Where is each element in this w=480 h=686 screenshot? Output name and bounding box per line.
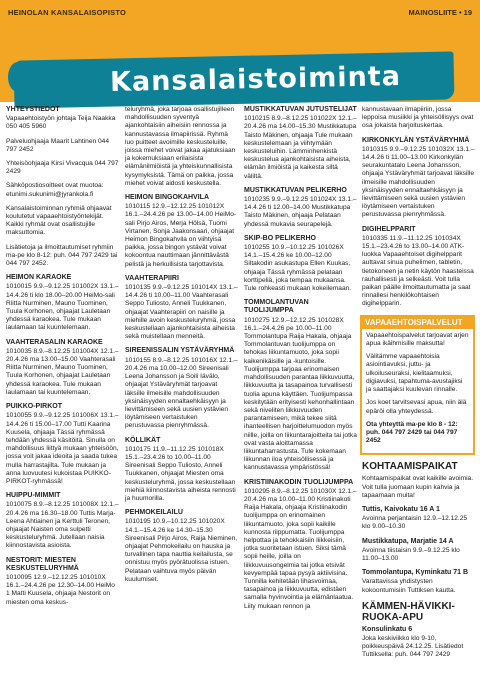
box-text: Vapaaehtoispalvelut tarjoavat arjen apua ikäihmisille maksutta!: [366, 331, 469, 348]
group-heading: VAAHTERAPIIRI: [125, 274, 179, 282]
group-heading: MUSTIKKATUVAN PELIKERHO: [244, 186, 347, 194]
body-text: 1010035 8.9.–8.12.25 101004X 12.1.–20.4.26 ma 13.00–15.00 Vaahterasali Riitta Nurminen, Mauno Tuominen, Tuula Korhonen, ohjaajat Lauletaan yhdessä karaokea. Tule mukaan laulamaan tai kuuntelemaan.: [6, 347, 119, 396]
column-4: [362, 106, 475, 666]
text-block: [125, 347, 238, 430]
body-text: 1010015 9.9.–9.12.25 101002X 13.1.–14.4.26 ti klo 18.00–20.00 HeiMo-sali Riitta Nurminen, Mauno Tuominen, Tuula Korhonen, ohjaajat Lauletaan yhdessä karaokea. Tule mukaan laulamaan tai kuuntelemaan.: [6, 283, 119, 332]
text-block: [6, 274, 119, 332]
body-text: 1010095 12.9.–12.12.25 101010X 16.1.–24.4.26 pe 12.30–14.00 HeiMo 1 Matti Kuusela, ohjaaja Nestorit on miesten oma keskus-: [6, 573, 115, 606]
text-block: [362, 601, 475, 660]
text-block: [6, 244, 119, 269]
text-block: [244, 106, 357, 181]
body-text: 1010135 9.9.–9.12.25 101014X 13.1.–14.4.26 ti 10.00–11.00 Vaahterasali Seppo Tuliosto, Anneli Tuukkanen, ohjaajat Vaahterapiiri on naisille ja miehille avoin keskusteluryhmä, jossa keskustellaan ajankohtaisista aiheista sekä muistellaan menneitä.: [125, 284, 238, 341]
column-3: [244, 106, 357, 617]
title-banner: [0, 26, 480, 102]
group-heading: MUSTIKKATUVAN JUTUSTELIJAT: [244, 106, 357, 113]
body-text: teluryhmä, joka tarjoaa osallistujilleen mahdollisuuden syventyä ajankohtaisiin aiheisiin rennossa ja kannustavassa ilmapiirissä. Ryhmä luo puitteet avoimille keskusteluille, joissa miehet voivat jakaa ajatuksiaan ja kokemuksiaan erilaisista elämänilmiöistä ja yhteiskunnallisista kysymyksistä. Tämä on paikka, jossa miehet voivat aidosti keskustella.: [125, 106, 236, 187]
box-text: Jos koet tarvitsevasi apua, niin älä epäröi olla yhteydessä.: [366, 399, 467, 415]
group-heading: HEIMON KARAOKE: [6, 274, 72, 282]
box-text: Ota yhteyttä ma-pe klo 8 - 12: puh. 044 797 2429 tai 044 797 2452: [366, 420, 458, 445]
body-text: 1010295 8.9.–8.12.25 101030X 12.1.–20.4.26 ma 10.00–11.00 Kristiinakoti Raija Hakala, ohjaaja Kristiinakodin tuolijumppa on erinomainen liikuntamuoto, joka sopii kaikille kunnosta riippumatta. Tuolijumppa helpottaa ja tehokkaisiin liikkeisiin, jotka suoritetaan istuen. Siksi tämä sopii heille, joilla on liikkuvuusongelmia tai jotka etsivät kevyempää tapaa pysyä aktiivisina. Tunnilla kehitetään lihasvoimaa, tasapainoa ja liikkuvuutta, edistäen samalla hyvinvointia ja elämänlaatua. Liity mukaan rennon ja: [244, 487, 357, 610]
text-block: [6, 557, 119, 607]
body-text: 1010075 8.9.–8.12.25 101008X 12.1.–20.4.26 ma 16.30–18.00 Tuttis Marja-Leena Ahtiainen ja Kerttuli Teronen, ohjaajat Naisten oma sulpetti keskusteluryhmä. Jutellaan naisia kiinnostavista asioista.: [6, 501, 119, 550]
body-text: Avoinna perjantaisin 12.9.–12.12.25 klo 9.00–10.30: [362, 515, 468, 531]
content-columns: [0, 106, 480, 686]
body-text: 1010235 9.9.–9.12.25 101024X 13.1.–14.4.26 ti 12.00–14.00 Mustikkatupa Taisto Mäkinen, ohjaaja Pelataan yhdessä mukavia seurapelejä.: [244, 196, 357, 228]
section-heading: KOHTAAMISPAIKAT: [362, 461, 458, 473]
text-block: [6, 160, 119, 176]
text-block: [125, 194, 238, 269]
group-heading: HEIMON BINGOKAHVILA: [125, 194, 209, 202]
page-title: Kansalaistoiminta: [109, 60, 402, 99]
group-heading: PEHMOKEILAILU: [125, 509, 183, 517]
group-heading: KÖLLIKÄT: [125, 436, 161, 444]
group-heading: PUIKKO-PIRKOT: [6, 403, 62, 411]
column-2: [125, 106, 238, 590]
body-text: 1010215 8.9.–8.12.25 101022X 12.1.–20.4.26 ma 14.00–15.30 Mustikkatupa Taisto Mäkinen, ohjaaja Tule mukaan keskustelemaan ja viihtymään keskusteluihin. Lämminhenkistä keskustelua ajankohtaisista aiheista, elämän ilmiöistä ja kaikesta siltä väliltä.: [244, 115, 357, 180]
body-text: 1010055 9.9.–9.12.25 101006X 13.1.–14.4.26 ti 15.00–17.00 Tutti Kaarina Kuusela, ohjaaja Tässä ryhmässä tehdään yhdessä käsitöitä. Sinulla on mahdollisuus liittyä mukaan yhteisöön, jossa voit jakaa ideoita ja saada tukea mulla harrastajilta. Tule mukaan ja anna luovuutesi kukoistaa PUIKKO-PIRKOT-ryhmässä!: [6, 412, 119, 485]
text-block: [244, 187, 357, 229]
text-block: [244, 235, 357, 293]
text-block: [6, 106, 119, 132]
text-block: [362, 461, 475, 500]
text-block: [362, 137, 475, 220]
group-heading: YHTEYSTIEDOT: [6, 106, 60, 113]
group-heading: DIGIHELPPARIT: [362, 225, 416, 233]
address-heading: Tuttis, Kaivokatu 16 A 1: [362, 505, 440, 513]
body-text: 1010155 8.9.–8.12.25 101016X 12.1.–20.4.26 ma 10.00–12.00 Sireenisali Leena Johansson ja Soili Iävälo, ohjaajat Ystäväryhmät tarjoavat läksille ilmeisille mahdollisuuden yksinäisyyden ennaltaehkäisyyn ja lievittämiseen sekä uusien ystävien löytämiseen vertaistuken perustuvassa pienryhmässä.: [125, 356, 238, 430]
group-heading: KIRKONKYLÄN YSTÄVÄRYHMÄ: [362, 136, 470, 144]
column-1: [6, 106, 119, 613]
group-heading: SIREENISSALIN YSTÄVÄRYHMÄ: [125, 347, 235, 355]
body-text: 1010315 9.9.–9.12.25 101032X 13.1.–14.4.26 ti 11.00–13.00 Kirkonkylän seurakuntatalo Leena Johansson, ohjaaja Ystäväryhmät tarjoavat läksille ilmeisille mahdollisuuden yksinäisyyden ennaltaehkäisyyn ja lievittämiseen sekä uusien ystävien löytämiseen vertaistuken perustuvassa pienryhmässä.: [362, 145, 475, 219]
body-text: Joka keskiviikko klo 9-10, poikkeuspäivä 24.12.25. Lisätiedot Tuttiksella: puh. 044 797 2429: [362, 634, 464, 659]
body-text: 1010115 12.9.–12.12.25 101012X 16.1.–24.4.26 pe 13.00–14.00 HeiMo-sali Pirjo Airos, Merja Hölsä, Tuomi Virtanen, Sonja Jaakonsaari, ohjaajat Heimon Bingokahvila on viihtyisä paikka, jossa bingon ystävät voivat kokoontua nauttimaan jännittävästä pelistä ja herkullisista tarjottavista.: [125, 203, 237, 268]
page-number: MAINOSLIITE • 19: [408, 8, 472, 17]
info-box: [360, 315, 475, 456]
body-text: kannustavaan ilmapiiriin, jossa leppoisa musiikki ja yhteisöllisyys ovat osa jokaista harjoituskertaa.: [362, 106, 474, 130]
text-block: [125, 106, 238, 188]
text-block: [244, 299, 357, 472]
text-block: [6, 403, 119, 486]
body-text: 1010175 11.9.–11.12.25 101018X 15.1.–23.4.26 to 10.00–11.00 Sireenisali Seppo Tuliosto, Anneli Tuukkanen, ohjaajat Miesten oma keskusteluryhmä, jossa keskustellaan miehiä kiinnostavista aiheista rennosti ja huumorilla.: [125, 445, 236, 502]
address-heading: Mustikkatupa, Marjatie 14 A: [362, 537, 454, 545]
body-text: 1010195 10.9.–10.12.25 101020X 14.1.–15.4.26 ke 14.30–15.30 Sireenisali Pirjo Airos, Raija Nieminen, ohjaajat Pehmokeilailu on hauska ja turvallinen tapa nauttia keilailusta, se onnistuu myös pyörätuolissa istuen. Pelataan vaihtuva myös päivän kuulumiset.: [125, 518, 238, 583]
body-text: Palveluohjaaja Maarit Lahtinen 044 797 2452: [6, 137, 110, 153]
body-text: Kansalaistoiminnan ryhmiä ohjaavat koulutetut vapaaehtoistyöntekijät. Kaikki ryhmät ovat osallistujille maksuttomia.: [6, 204, 112, 237]
body-text: 1010335 11.9.–11.12.25 101034X 15.1.–23.4.26 to 13.00–14.00 ATK-luokka Vapaaehtoiset digihelpparit auttavat sinua puhelimen, tabletin, tietokoneen ja netin käytön haasteissa rauhallisesti ja selkeästi. Voit tulla paikan päälle ilmoittautumatta ja saat rinnallesi henkilökohtaisen digihelpparin.: [362, 234, 474, 308]
text-block: [125, 509, 238, 584]
group-heading: KRISTIINAKODIN TUOLIJUMPPA: [244, 478, 354, 486]
box-heading: VAPAAEHTOISPALVELUT: [362, 317, 473, 329]
text-block: [362, 569, 475, 595]
body-text: Varattavissa yhdistysten kokoontumisiin Tuttiksen kautta.: [362, 578, 456, 594]
text-block: [6, 182, 119, 198]
address-heading: Konsulinkatu 6: [362, 625, 413, 633]
box-text: Välitämme vapaaehtoisia asiointiavuksi, juttu- ja ulkoiluseuraksi, kielitaamuksi, digiavuksi, tapahtuma-avustajiksi ja saattajaksi kuulevan rinnalle.: [366, 353, 463, 394]
text-block: [362, 106, 475, 131]
section-heading: KÄMMEN-HÄVIKKI-RUOKA-APU: [362, 600, 455, 623]
body-text: 1010275 12.9.–12.12.25 101028X 16.1.–24.4.26 pe 10.00–11.00 Tommolantupa Raija Hakala, ohjaaja Tommolantuvan tuolijumppa on tehokas liikuntamuoto, joka sopii kaikenikäisille ja -kuntoisille. Tuolijumppa tarjoaa erinomaisen mahdollisuuden parantaa liikkuvuutta, liikkuvuutta ja tasapainoa turvallisesti tuolia apuna käyttäen. Tuolijumpassa keskitytään erityisesti kehonhallintaan sekä niveliten liikkuvuuden parantamiseen, mikä tekee siitä ihanteellisen harjoittelumuodon myös niille, joilla on liikuntarajoitteita tai jotka ovat vasta aloittamassa liikuntaharrastusta. Tule kokemaan liikunnan iloa yhteisöllisessä ja kannustavassa ympäristössä!: [244, 316, 357, 472]
body-text: Vapaaehtoistyön johtaja Teija Naakka 050 405 5960: [6, 115, 116, 131]
body-text: Kohtaamispaikat ovat kaikille avoimia. Voit tulla juomaan kupin kahvia ja tapaamaan muita!: [362, 475, 474, 499]
text-block: [6, 205, 119, 238]
text-block: [244, 479, 357, 611]
text-block: [362, 226, 475, 309]
group-heading: TOMMOLANTUVAN TUOLIJUMPPA: [244, 299, 309, 315]
group-heading: HUIPPU-MIMMIT: [6, 492, 61, 500]
text-block: [6, 492, 119, 550]
body-text: 1010255 10.9.–10.12.25 101026X 14.1.–15.4.26 ke 10.00–12.00 Siltakodin asukastupa Ellen Kuukas, ohjaaja Tässä ryhmässä pelataan korttipeliä, joka tempaa mukaansa. Tule rohkeasti mukaan kokeilemaan.: [244, 244, 352, 293]
text-block: [125, 437, 238, 504]
text-block: [6, 138, 119, 154]
body-text: Avoinna tiistaisin 9.9.–9.12.25 klo 11.00–13.00: [362, 546, 460, 562]
publisher-name: HEINOLAN KANSALAISOPISTO: [8, 8, 127, 17]
body-text: Sähköpostiosoitteet ovat muotoa: etunimi.sukunimi@jyrankola.fi: [6, 182, 104, 198]
body-text: Yhteisöohjaaja Kirsi Vivacqua 044 797 2429: [6, 160, 119, 176]
body-text: Lisätietoja ja ilmoittautumiset ryhmiin ma-pe klo 8-12: puh. 044 797 2429 tai 044 797 2452.: [6, 243, 118, 268]
group-heading: VAAHTERASALIN KARAOKE: [6, 338, 103, 346]
text-block: [362, 506, 475, 532]
text-block: [362, 538, 475, 564]
address-heading: Tommolantupa, Kyminkatu 71 B: [362, 569, 469, 577]
group-heading: SKIP-BO PELIKERHO: [244, 234, 316, 242]
group-heading: NESTORIT: MIESTEN KESKUSTELURYHMÄ: [6, 556, 79, 572]
page-header: [0, 0, 480, 26]
text-block: [125, 275, 238, 342]
text-block: [6, 339, 119, 397]
